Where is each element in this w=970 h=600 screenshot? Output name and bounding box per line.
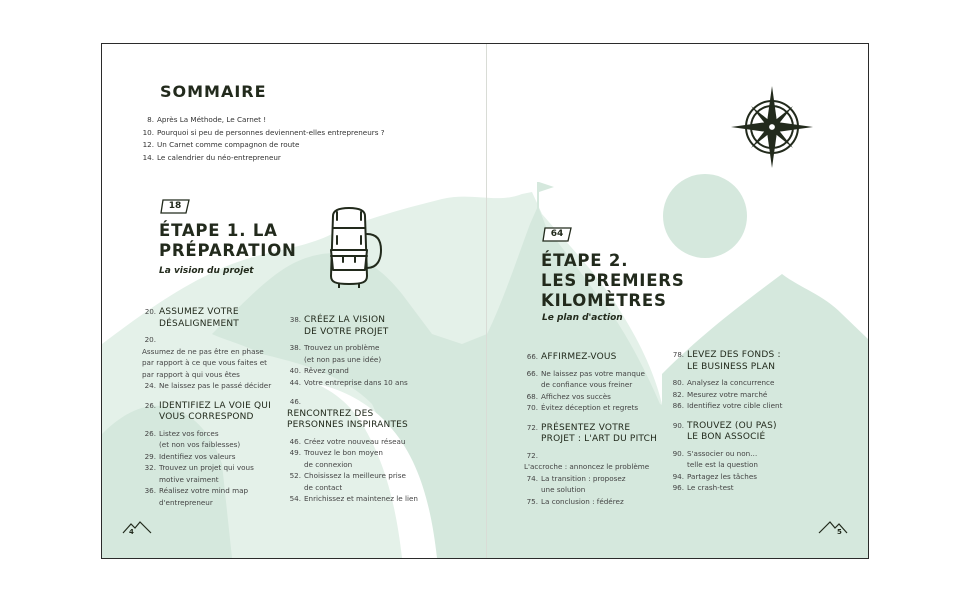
list-item: 26. Listez vos forces (et non vos faiblesses) — [144, 428, 241, 449]
list-item: 66. Ne laissez pas votre manque de confiance vous freiner — [526, 368, 645, 389]
mountain-icon — [818, 520, 848, 534]
etape2-title: ÉTAPE 2. LES PREMIERS KILOMÈTRES — [541, 251, 685, 310]
backpack-icon — [319, 206, 385, 288]
list-item: 90. S'associer ou non… telle est la question — [672, 448, 758, 469]
etape2-column-2 — [670, 350, 820, 494]
section-heading: 72. PRÉSENTEZ VOTRE PROJET : L'ART DU PITCH — [526, 422, 658, 444]
etape2-column-1 — [524, 352, 664, 507]
page-number-right: 5 — [837, 528, 842, 536]
list-item: 52. Choisissez la meilleure prise de contact — [289, 471, 406, 492]
sun-shape — [663, 174, 747, 258]
page-number-left: 4 — [129, 528, 134, 536]
list-item: 72.L'accroche : annoncez le problème — [524, 450, 650, 471]
book-gutter — [486, 44, 487, 558]
list-item: 36. Réalisez votre mind map d'entrepreneur — [144, 486, 249, 507]
summit-flag-icon — [538, 182, 554, 209]
list-item: 46. Créez votre nouveau réseau — [289, 436, 406, 446]
compass-rose-icon — [729, 84, 815, 170]
list-item: 49. Trouvez le bon moyen de connexion — [289, 448, 383, 469]
etape1-title: ÉTAPE 1. LA PRÉPARATION — [159, 221, 297, 260]
book-spread — [101, 43, 869, 559]
page-badge-18: 18 — [160, 199, 190, 214]
list-item: 14. Le calendrier du néo-entrepreneur — [142, 152, 281, 162]
list-item: 12. Un Carnet comme compagnon de route — [142, 140, 300, 149]
section-heading: 26. IDENTIFIEZ LA VOIE QUI VOUS CORRESPOND — [144, 400, 271, 422]
section-heading: 20. ASSUMEZ VOTRE DÉSALIGNEMENT — [144, 307, 239, 329]
list-item: 68. Affichez vos succès — [526, 391, 611, 401]
section-heading: 66. AFFIRMEZ-VOUS — [526, 352, 617, 362]
list-item: 8. Après La Méthode, Le Carnet ! — [147, 115, 267, 124]
section-heading: 78. LEVEZ DES FONDS : LE BUSINESS PLAN — [672, 350, 781, 372]
list-item: 29. Identifiez vos valeurs — [144, 451, 236, 461]
list-item: 94. Partagez les tâches — [672, 471, 757, 481]
section-heading: 90. TROUVEZ (OU PAS) LE BON ASSOCIÉ — [672, 420, 777, 442]
mountain-icon — [122, 520, 152, 534]
list-item: 20.Assumez de ne pas être en phase par rapport à ce que vous faites et par rapport à qui vous êtes — [142, 335, 267, 379]
list-item: 75. La conclusion : fédérez — [526, 496, 624, 506]
list-item: 96. Le crash-test — [672, 483, 734, 492]
etape1-subtitle: La vision du projet — [159, 266, 254, 276]
etape1-column-2 — [287, 315, 422, 505]
list-item: 86. Identifiez votre cible client — [672, 401, 783, 410]
list-item: 82. Mesurez votre marché — [672, 389, 768, 399]
list-item: 70. Évitez déception et regrets — [526, 403, 639, 412]
section-heading: 38. CRÉEZ LA VISION DE VOTRE PROJET — [289, 315, 389, 337]
etape1-column-1 — [142, 307, 272, 508]
list-item: 80. Analysez la concurrence — [672, 378, 775, 387]
list-item: 38. Trouvez un problème (et non pas une idée) — [289, 343, 382, 364]
list-item: 74. La transition : proposez une solution — [526, 473, 626, 494]
list-item: 32. Trouvez un projet qui vous motive vraiment — [144, 463, 254, 484]
list-item: 44. Votre entreprise dans 10 ans — [289, 377, 408, 387]
section-heading: 46.RENCONTREZ DES PERSONNES INSPIRANTES — [287, 398, 408, 430]
list-item: 10. Pourquoi si peu de personnes deviennent-elles entrepreneurs ? — [142, 127, 385, 137]
page-badge-64: 64 — [542, 227, 572, 242]
list-item: 24. Ne laissez pas le passé décider — [144, 381, 272, 390]
list-item: 54. Enrichissez et maintenez le lien — [289, 494, 418, 503]
etape2-subtitle: Le plan d'action — [542, 313, 623, 323]
list-item: 40. Rêvez grand — [289, 366, 349, 375]
sommaire-title: SOMMAIRE — [160, 82, 267, 101]
sommaire-list — [142, 114, 385, 164]
